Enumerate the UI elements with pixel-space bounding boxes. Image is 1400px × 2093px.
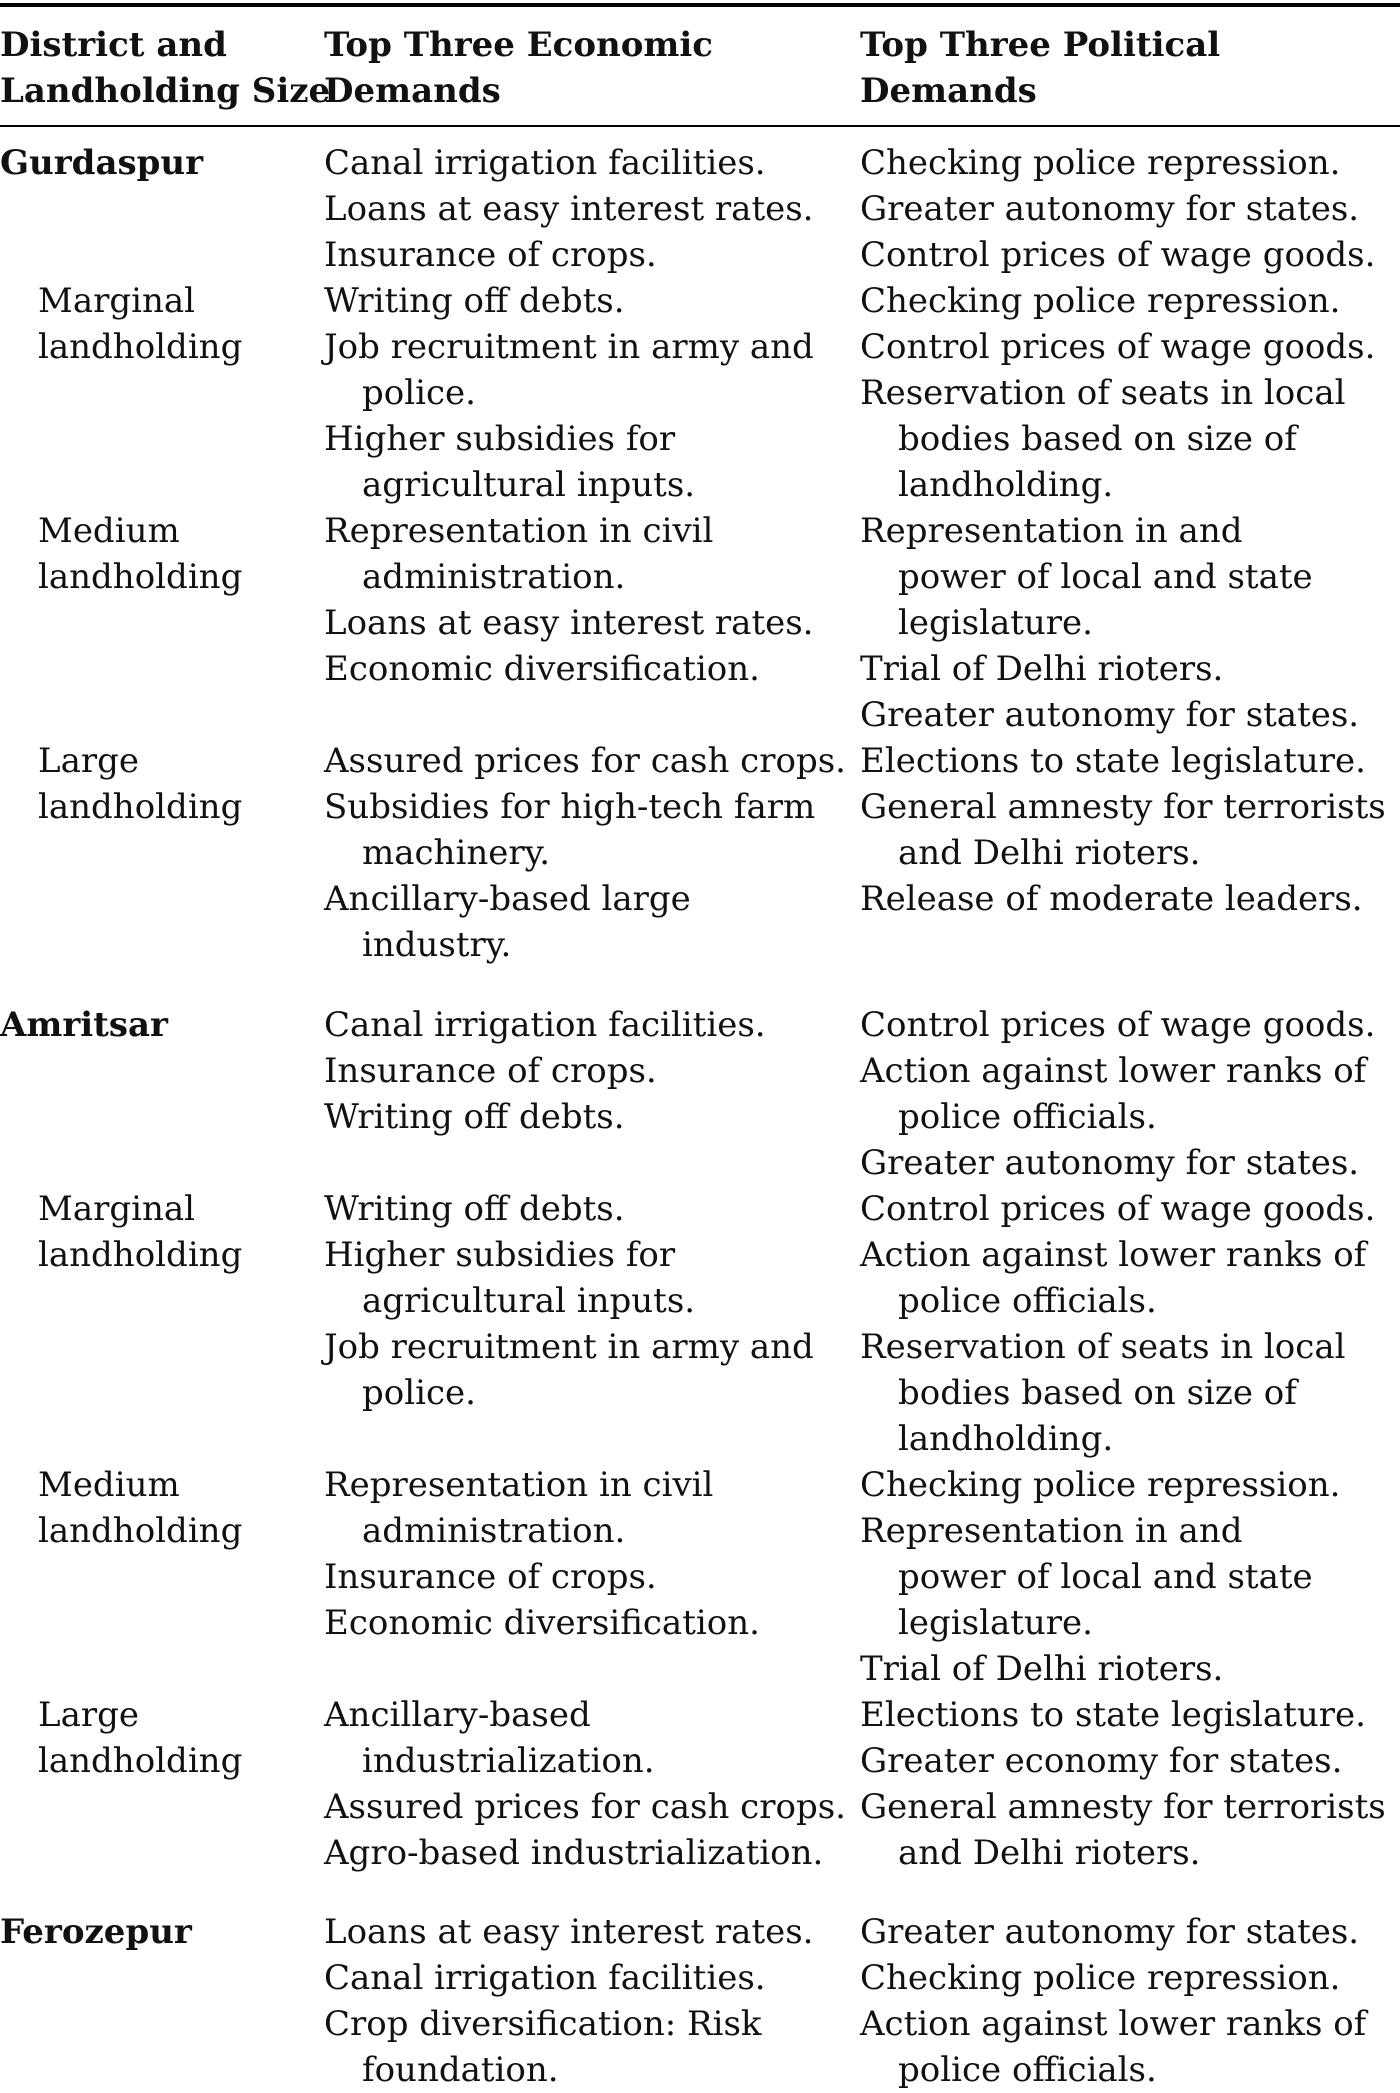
political-demand: Representation in and — [860, 1511, 1243, 1551]
economic-demands-cell — [324, 1186, 814, 1416]
top-rule — [0, 3, 1400, 7]
district-cell — [0, 738, 242, 830]
political-demand: landholding. — [898, 465, 1114, 505]
political-demand: Checking police repression. — [860, 143, 1341, 183]
political-demand: Release of moderate leaders. — [860, 879, 1363, 919]
economic-demands-cell — [324, 508, 813, 692]
district-name: Ferozepur — [0, 1912, 192, 1952]
header-text: Top Three Economic — [324, 25, 714, 65]
economic-demand: Assured prices for cash crops. — [324, 741, 846, 781]
political-demand: power of local and state — [898, 1557, 1313, 1597]
economic-demand: Canal irrigation facilities. — [324, 1958, 766, 1998]
political-demand: police officials. — [898, 1281, 1157, 1321]
landholding-label: Large — [38, 741, 139, 781]
economic-demand: Writing off debts. — [324, 281, 625, 321]
district-cell — [0, 1909, 192, 1955]
economic-demand: Writing off debts. — [324, 1097, 625, 1137]
economic-demands-cell — [324, 1462, 760, 1646]
economic-demand: Ancillary-based — [324, 1695, 591, 1735]
economic-demand: machinery. — [362, 833, 551, 873]
header-text: Demands — [860, 71, 1037, 111]
political-demand: legislature. — [898, 1603, 1093, 1643]
economic-demand: Higher subsidies for — [324, 419, 676, 459]
district-cell — [0, 1002, 168, 1048]
political-demands-cell — [860, 508, 1359, 738]
political-demand: Trial of Delhi rioters. — [860, 1649, 1224, 1689]
landholding-label: Medium — [38, 1465, 180, 1505]
economic-demands-cell — [324, 278, 814, 508]
political-demands-cell — [860, 1909, 1366, 2093]
political-demand: Action against lower ranks of — [860, 1051, 1367, 1091]
economic-demand: Agro-based industrialization. — [324, 1833, 824, 1873]
economic-demands-cell — [324, 1002, 766, 1140]
political-demand: Checking police repression. — [860, 1465, 1341, 1505]
political-demand: Reservation of seats in local — [860, 1327, 1346, 1367]
political-demand: Control prices of wage goods. — [860, 327, 1376, 367]
economic-demand: administration. — [362, 1511, 626, 1551]
landholding-label: Medium — [38, 511, 180, 551]
political-demand: Control prices of wage goods. — [860, 1005, 1376, 1045]
economic-demands-cell — [324, 1909, 813, 2093]
landholding-label: landholding — [38, 327, 243, 367]
political-demand: Greater autonomy for states. — [860, 695, 1360, 735]
landholding-label: landholding — [38, 1741, 243, 1781]
header-text: Landholding Size — [0, 71, 331, 111]
economic-demand: Job recruitment in army and — [324, 1327, 814, 1367]
header-rule — [0, 125, 1400, 127]
economic-demands-cell — [324, 1692, 846, 1876]
economic-demand: Loans at easy interest rates. — [324, 603, 814, 643]
economic-demand: Writing off debts. — [324, 1189, 625, 1229]
economic-demand: foundation. — [362, 2050, 559, 2090]
economic-demand: Canal irrigation facilities. — [324, 1005, 766, 1045]
header-economic — [324, 22, 713, 114]
district-name: Gurdaspur — [0, 143, 204, 183]
political-demand: and Delhi rioters. — [898, 833, 1201, 873]
political-demand: landholding. — [898, 1419, 1114, 1459]
landholding-label: Marginal — [38, 1189, 196, 1229]
political-demand: Representation in and — [860, 511, 1243, 551]
political-demands-cell — [860, 1692, 1386, 1876]
economic-demand: industry. — [362, 925, 512, 965]
political-demand: General amnesty for terrorists — [860, 787, 1386, 827]
political-demand: Greater economy for states. — [860, 1741, 1343, 1781]
economic-demand: Insurance of crops. — [324, 1557, 657, 1597]
political-demand: Trial of Delhi rioters. — [860, 649, 1224, 689]
political-demand: Action against lower ranks of — [860, 2004, 1367, 2044]
political-demands-cell — [860, 140, 1375, 278]
economic-demands-cell — [324, 738, 846, 968]
economic-demand: Insurance of crops. — [324, 235, 657, 275]
political-demand: police officials. — [898, 2050, 1157, 2090]
header-political — [860, 22, 1220, 114]
economic-demand: police. — [362, 1373, 476, 1413]
economic-demand: Higher subsidies for — [324, 1235, 676, 1275]
landholding-label: landholding — [38, 557, 243, 597]
political-demand: bodies based on size of — [898, 1373, 1297, 1413]
economic-demand: Ancillary-based large — [324, 879, 691, 919]
district-cell — [0, 1186, 242, 1278]
economic-demand: Subsidies for high-tech farm — [324, 787, 816, 827]
political-demand: legislature. — [898, 603, 1093, 643]
header-text: Top Three Political — [860, 25, 1221, 65]
district-cell — [0, 140, 203, 186]
economic-demand: Economic diversification. — [324, 1603, 760, 1643]
header-text: Demands — [324, 71, 501, 111]
district-name: Amritsar — [0, 1005, 168, 1045]
landholding-label: landholding — [38, 1235, 243, 1275]
political-demand: power of local and state — [898, 557, 1313, 597]
political-demand: bodies based on size of — [898, 419, 1297, 459]
economic-demand: Insurance of crops. — [324, 1051, 657, 1091]
political-demand: Action against lower ranks of — [860, 1235, 1367, 1275]
landholding-label: Large — [38, 1695, 139, 1735]
political-demand: Checking police repression. — [860, 1958, 1341, 1998]
political-demand: police officials. — [898, 1097, 1157, 1137]
political-demand: Greater autonomy for states. — [860, 1143, 1360, 1183]
economic-demand: Economic diversification. — [324, 649, 760, 689]
district-cell — [0, 278, 242, 370]
economic-demand: administration. — [362, 557, 626, 597]
political-demand: Control prices of wage goods. — [860, 1189, 1376, 1229]
political-demand: Checking police repression. — [860, 281, 1341, 321]
political-demand: Greater autonomy for states. — [860, 189, 1360, 229]
political-demands-cell — [860, 1462, 1340, 1692]
economic-demand: Representation in civil — [324, 511, 714, 551]
political-demand: Control prices of wage goods. — [860, 235, 1376, 275]
header-text: District and — [0, 25, 227, 65]
economic-demand: Representation in civil — [324, 1465, 714, 1505]
political-demand: General amnesty for terrorists — [860, 1787, 1386, 1827]
economic-demand: Canal irrigation facilities. — [324, 143, 766, 183]
landholding-label: Marginal — [38, 281, 196, 321]
economic-demand: industrialization. — [362, 1741, 655, 1781]
district-cell — [0, 508, 242, 600]
political-demand: and Delhi rioters. — [898, 1833, 1201, 1873]
political-demand: Greater autonomy for states. — [860, 1912, 1360, 1952]
header-district — [0, 22, 330, 114]
political-demands-cell — [860, 738, 1386, 922]
political-demands-cell — [860, 1186, 1375, 1462]
economic-demand: Loans at easy interest rates. — [324, 1912, 814, 1952]
political-demand: Reservation of seats in local — [860, 373, 1346, 413]
political-demands-cell — [860, 1002, 1375, 1186]
political-demand: Elections to state legislature. — [860, 1695, 1366, 1735]
landholding-label: landholding — [38, 787, 243, 827]
political-demand: Elections to state legislature. — [860, 741, 1366, 781]
district-cell — [0, 1462, 242, 1554]
economic-demand: Job recruitment in army and — [324, 327, 814, 367]
economic-demand: Loans at easy interest rates. — [324, 189, 814, 229]
economic-demand: Assured prices for cash crops. — [324, 1787, 846, 1827]
landholding-label: landholding — [38, 1511, 243, 1551]
economic-demand: agricultural inputs. — [362, 1281, 696, 1321]
district-cell — [0, 1692, 242, 1784]
political-demands-cell — [860, 278, 1375, 508]
economic-demand: police. — [362, 373, 476, 413]
economic-demand: agricultural inputs. — [362, 465, 696, 505]
economic-demand: Crop diversification: Risk — [324, 2004, 762, 2044]
economic-demands-cell — [324, 140, 813, 278]
